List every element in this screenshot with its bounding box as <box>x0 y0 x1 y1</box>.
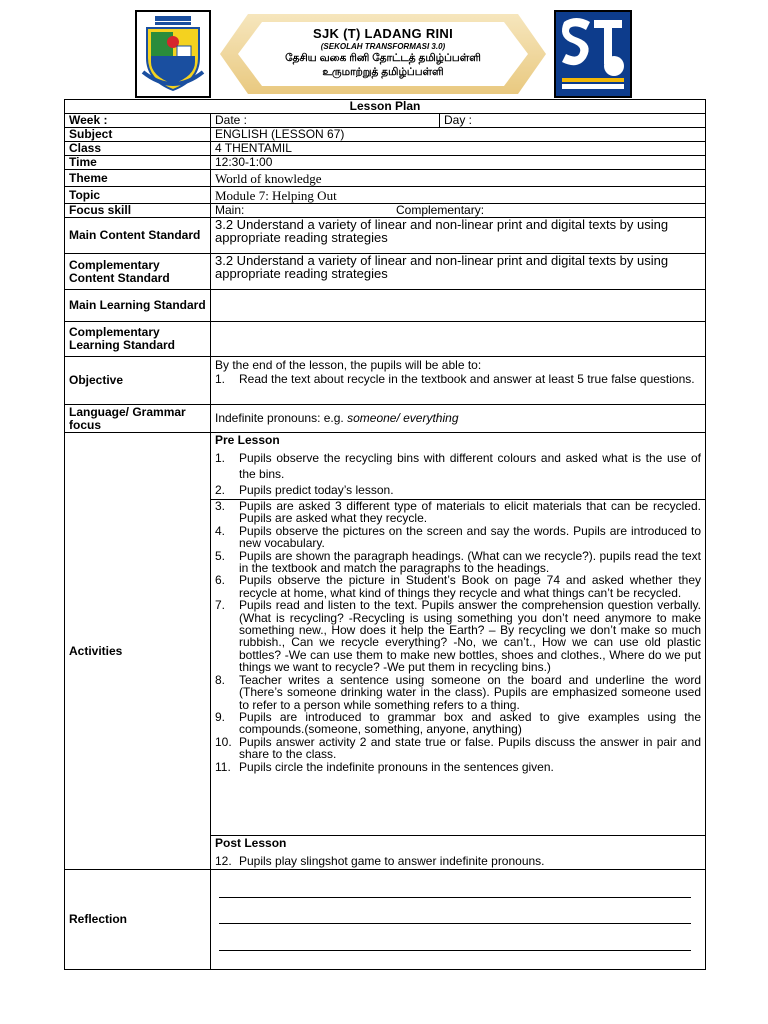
item-number: 9. <box>215 709 226 724</box>
list-item <box>215 372 701 387</box>
theme-label: Theme <box>65 170 211 187</box>
theme-value: World of knowledge <box>211 170 706 187</box>
item-number: 1. <box>215 451 226 465</box>
main-content-standard-value: 3.2 Understand a variety of linear and non-linear print and digital texts by using appropriate reading strategies <box>211 218 706 254</box>
objective-list <box>215 372 701 387</box>
tamil-name-line1: தேசிய வகை ரினி தோட்டத் தமிழ்ப்பள்ளி <box>285 52 481 64</box>
list-item <box>215 500 701 525</box>
item-number: 8. <box>215 672 226 687</box>
objective-intro: By the end of the lesson, the pupils will be able to: <box>215 358 482 372</box>
ts25-logo <box>554 10 632 98</box>
day-field: Day : <box>440 114 706 128</box>
item-number: 11. <box>215 759 231 774</box>
list-item <box>215 711 701 736</box>
list-item <box>215 674 701 711</box>
week-label: Week : <box>65 114 211 128</box>
item-number: 12. <box>215 854 232 868</box>
list-item <box>215 854 701 868</box>
activities-label: Activities <box>65 433 211 870</box>
item-text: Pupils are shown the paragraph headings. (What can we recycle?). pupils read the text in the textbook and match the paragraphs to the headings. <box>239 548 701 576</box>
date-field: Date : <box>211 114 440 128</box>
list-item <box>215 482 701 498</box>
complementary-content-standard-value: 3.2 Understand a variety of linear and non-linear print and digital texts by using appropriate reading strategies <box>211 254 706 290</box>
item-number: 6. <box>215 573 226 588</box>
subject-label: Subject <box>65 128 211 142</box>
grammar-example: someone/ everything <box>347 411 459 425</box>
item-number: 1. <box>215 372 226 386</box>
post-lesson-list <box>215 854 701 868</box>
item-text: Pupils circle the indefinite pronouns in the sentences given. <box>239 759 554 774</box>
main-lesson-list <box>215 500 701 773</box>
item-text: Pupils answer activity 2 and state true or false. Pupils discuss the answer in pair and share to the class. <box>239 734 701 762</box>
post-lesson-heading: Post Lesson <box>215 836 287 850</box>
list-item <box>215 550 701 575</box>
subject-value: ENGLISH (LESSON 67) <box>211 128 706 142</box>
school-subtitle: (SEKOLAH TRANSFORMASI 3.0) <box>320 42 446 51</box>
complementary-learning-standard-value <box>211 322 706 357</box>
school-banner <box>218 12 548 96</box>
item-text: Teacher writes a sentence using someone on the board and underline the word (There’s someone drinking water in the class). Pupils are emphasized someone used to refer to a person while something refers to a thing. <box>239 672 701 712</box>
objective-value <box>211 357 706 405</box>
focus-skill-value <box>211 204 706 218</box>
item-text: Pupils predict today’s lesson. <box>239 483 394 497</box>
lesson-plan-table <box>64 99 706 970</box>
class-value: 4 THENTAMIL <box>211 142 706 156</box>
list-item <box>215 736 701 761</box>
school-name: SJK (T) LADANG RINI <box>312 26 454 41</box>
item-text: Pupils observe the picture in Student’s Book on page 74 and asked whether they recycle at home, what kind of things they recycle and what things can’t be recycled. <box>239 573 701 600</box>
item-number: 5. <box>215 548 226 563</box>
list-item <box>215 574 701 599</box>
focus-complementary: Complementary: <box>396 203 485 217</box>
pre-lesson-heading: Pre Lesson <box>215 433 280 447</box>
reflection-label: Reflection <box>65 870 211 970</box>
complementary-content-standard-label: Complementary Content Standard <box>65 254 211 290</box>
list-item <box>215 599 701 673</box>
item-text: Pupils are asked 3 different type of materials to elicit materials that can be recycled. Pupils are asked what they recycle. <box>239 499 701 526</box>
main-lesson-cell <box>211 500 706 836</box>
time-label: Time <box>65 156 211 170</box>
list-item <box>215 450 701 482</box>
reflection-line <box>219 950 691 951</box>
item-number: 2. <box>215 483 226 497</box>
item-number: 10. <box>215 734 232 749</box>
focus-skill-label: Focus skill <box>65 204 211 218</box>
post-lesson-cell <box>211 836 706 870</box>
item-text: Pupils read and listen to the text. Pupils answer the comprehension question verbally. (What is recycling? -Recycling is using something you don’t need anymore to make something new., How does it help the Earth? – By recycling we don’t make so much rubbish., Can we recycle everything? -No, we can’t., How we can use old plastic bottles? -We can use them to make new bottles, shoes and clothes., Where do we put things we want to recycle? -We put them in recycling bins.) <box>239 598 701 675</box>
item-text: Pupils observe the recycling bins with different colours and asked what is the use of the bins. <box>239 451 701 481</box>
topic-value: Module 7: Helping Out <box>211 187 706 204</box>
list-item <box>215 525 701 550</box>
time-value: 12:30-1:00 <box>211 156 706 170</box>
main-learning-standard-label: Main Learning Standard <box>65 290 211 322</box>
item-number: 7. <box>215 598 226 613</box>
item-text: Read the text about recycle in the textbook and answer at least 5 true false questions. <box>239 372 695 386</box>
lesson-plan-title: Lesson Plan <box>65 100 706 114</box>
school-crest-logo <box>135 10 211 98</box>
pre-lesson-list <box>215 450 701 498</box>
item-number: 3. <box>215 499 226 513</box>
item-number: 4. <box>215 523 226 538</box>
reflection-area <box>211 870 706 970</box>
item-text: Pupils play slingshot game to answer indefinite pronouns. <box>239 854 545 868</box>
topic-label: Topic <box>65 187 211 204</box>
main-content-standard-label: Main Content Standard <box>65 218 211 254</box>
main-learning-standard-value <box>211 290 706 322</box>
objective-label: Objective <box>65 357 211 405</box>
grammar-focus-value <box>211 405 706 433</box>
grammar-focus-label: Language/ Grammar focus <box>65 405 211 433</box>
grammar-text: Indefinite pronouns: e.g. <box>215 411 348 425</box>
pre-lesson-cell <box>211 433 706 500</box>
tamil-name-line2: உருமாற்றுத் தமிழ்ப்பள்ளி <box>322 66 444 78</box>
class-label: Class <box>65 142 211 156</box>
focus-main: Main: <box>215 203 245 217</box>
item-text: Pupils are introduced to grammar box and asked to give examples using the compounds.(someone, something, anyone, anything) <box>239 709 701 737</box>
list-item <box>215 761 701 773</box>
item-text: Pupils observe the pictures on the screen and say the words. Pupils are introduced to new vocabulary. <box>239 523 701 551</box>
complementary-learning-standard-label: Complementary Learning Standard <box>65 322 211 357</box>
